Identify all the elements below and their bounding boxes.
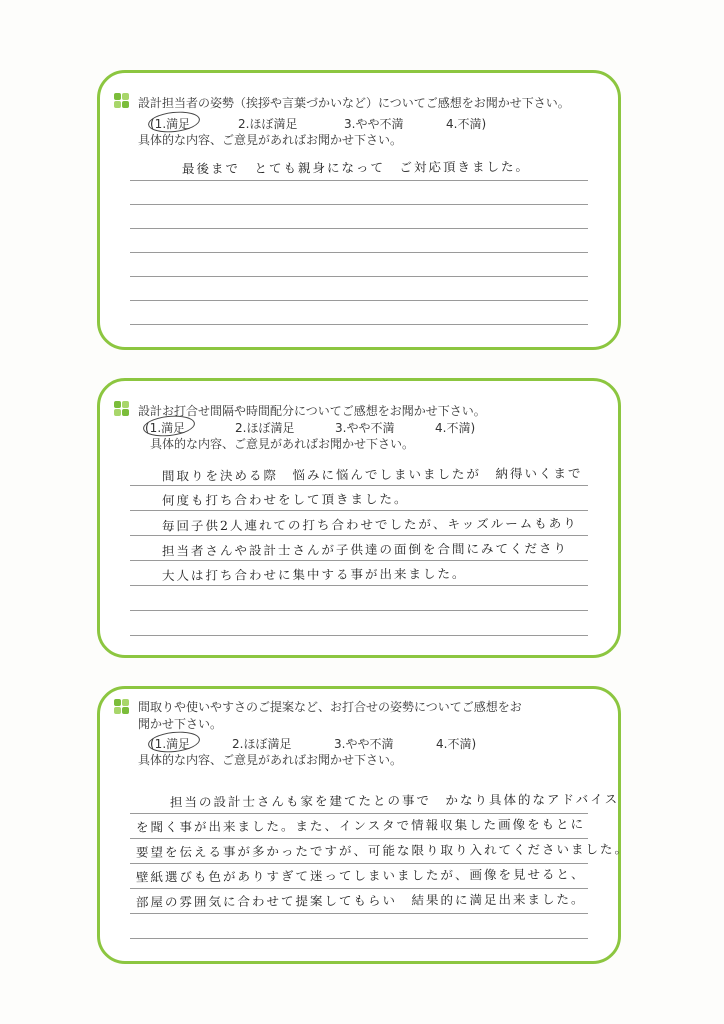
answer-lines xyxy=(130,785,630,955)
detail-prompt: 具体的な内容、ご意見があればお聞かせ下さい。 xyxy=(150,437,415,451)
rating-options xyxy=(150,115,590,131)
option-somewhat-dissatisfied[interactable]: 3.やや不満 xyxy=(335,421,395,435)
answer-lines xyxy=(130,148,588,338)
detail-prompt: 具体的な内容、ご意見があればお聞かせ下さい。 xyxy=(138,133,403,147)
handwritten-answer: 要望を伝える事が多かったですが、可能な限り取り入れてくださいました。 xyxy=(135,841,630,860)
survey-card-proposal-attitude xyxy=(97,686,630,964)
option-satisfied[interactable]: (1.満足 xyxy=(150,737,191,751)
handwritten-answer: 壁紙選びも色がありすぎて迷ってしまいましたが、画像を見せると、 xyxy=(135,866,586,885)
option-dissatisfied[interactable]: 4.不満) xyxy=(446,117,487,131)
handwritten-answer: 部屋の雰囲気に合わせて提案してもらい 結果的に満足出来ました。 xyxy=(135,891,586,910)
survey-card-staff-attitude xyxy=(97,70,621,350)
rating-options xyxy=(145,419,585,435)
leaf-bullet-icon xyxy=(114,401,130,417)
handwritten-answer: 担当の設計士さんも家を建てたとの事で かなり具体的なアドバイス xyxy=(169,791,620,810)
question-text: 間取りや使いやすさのご提案など、お打合せの姿勢についてご感想をお xyxy=(138,700,522,714)
leaf-bullet-icon xyxy=(114,699,130,715)
survey-card-meeting-schedule xyxy=(97,378,621,658)
question-text-continued: 聞かせ下さい。 xyxy=(138,717,223,731)
option-mostly-satisfied[interactable]: 2.ほぼ満足 xyxy=(238,117,298,131)
handwritten-answer: 大人は打ち合わせに集中する事が出来ました。 xyxy=(161,565,467,584)
option-mostly-satisfied[interactable]: 2.ほぼ満足 xyxy=(232,737,292,751)
option-satisfied[interactable]: (1.満足 xyxy=(150,117,191,131)
leaf-bullet-icon xyxy=(114,93,130,109)
question-text: 設計お打合せ間隔や時間配分についてご感想をお聞かせ下さい。 xyxy=(138,404,486,418)
option-dissatisfied[interactable]: 4.不満) xyxy=(435,421,476,435)
question-text: 設計担当者の姿勢（挨拶や言葉づかいなど）についてご感想をお聞かせ下さい。 xyxy=(138,96,570,110)
handwritten-answer: 担当者さんや設計士さんが子供達の面倒を合間にみてくださり xyxy=(161,540,569,559)
handwritten-answer: 何度も打ち合わせをして頂きました。 xyxy=(161,491,409,508)
handwritten-answer: 間取りを決める際 悩みに悩んでしまいましたが 納得いくまで xyxy=(161,465,583,484)
handwritten-answer: を聞く事が出来ました。また、インスタで情報収集した画像をもとに xyxy=(135,816,586,835)
option-somewhat-dissatisfied[interactable]: 3.やや不満 xyxy=(334,737,394,751)
detail-prompt: 具体的な内容、ご意見があればお聞かせ下さい。 xyxy=(138,753,403,767)
option-satisfied[interactable]: (1.満足 xyxy=(145,421,186,435)
option-dissatisfied[interactable]: 4.不満) xyxy=(436,737,477,751)
handwritten-answer: 最後まで とても親身になって ご対応頂きました。 xyxy=(181,158,531,177)
option-mostly-satisfied[interactable]: 2.ほぼ満足 xyxy=(235,421,295,435)
handwritten-answer: 毎回子供2人連れての打ち合わせでしたが、キッズルームもあり xyxy=(161,515,578,534)
option-somewhat-dissatisfied[interactable]: 3.やや不満 xyxy=(344,117,404,131)
answer-lines xyxy=(130,453,588,648)
rating-options xyxy=(150,735,590,751)
